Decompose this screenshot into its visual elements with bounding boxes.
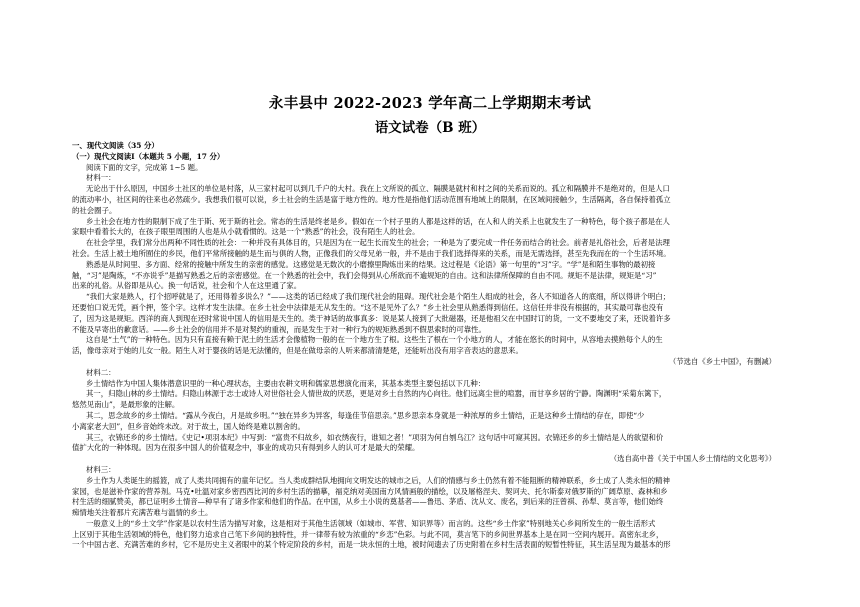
text-line: 家眼中看着长大的，在孩子眼里周围的人也是从小就看惯的。这是一个“熟悉”的社会，没有陌生人的社会。	[72, 227, 420, 237]
text-line: （一）现代文阅读Ⅰ（本题共 5 小题，17 分）	[72, 151, 225, 161]
text-line: 在社会学里，我们常分出两种不同性质的社会：一种并没有具体目的，只是因为在一起生长而发生的社会；一种是为了要完成一件任务而结合的社会。前者是礼俗社会，后者是法理	[86, 238, 670, 248]
text-line: 材料一：	[86, 173, 116, 183]
text-line: 不能及早寄出的歉意话。——乡土社会的信用并不是对契约的重视，而是发生于对一种行为的规矩熟悉到不假思索时的可靠性。	[72, 324, 486, 334]
text-line: 这自是“土气”的一种特色。因为只有直接有赖于泥土的生活才会像植物一般的在一个地方生了根。这些生了根在一个小地方的人，才能在悠长的时间中，从容地去摸熟每个人的生	[86, 335, 663, 345]
text-line: 熟悉是从时间里、多方面、经常的接触中所发生的亲密的感觉。这感觉是无数次的小磨擦里陶炼出来的结果。这过程是《论语》第一句里的“习”字。“学”是和陌生事物的最初接	[86, 259, 656, 269]
text-line: （节选自《乡土中国》，有删减）	[668, 356, 776, 366]
text-line: 小离家老大回”，但乡音始终未改。对于故土，国人始终是难以割舍的。	[72, 421, 305, 431]
exam-title: 永丰县中 2022-2023 学年高二上学期期末考试	[268, 95, 592, 112]
text-line: 还要怕口说无凭，画个押，签个字。这样才发生法律。在乡土社会中法律是无从发生的。“这不是见外了么？”乡土社会里从熟悉得到信任。这信任并非没有根据的，其实最可靠也没有	[72, 302, 664, 312]
text-line: 村生活的细腻赞美，都已证明乡土情音—种早有了诸多作家和他们的作品。在中国，从乡土小说的奠基者——鲁迅、茅盾、沈从文、废名，到后来的汪曾祺、孙犁、莫言等，他们始终	[72, 497, 664, 507]
exam-subtitle: 语文试卷（B 班）	[374, 120, 486, 136]
text-line: 阅读下面的文字，完成第 1~5 题。	[86, 162, 203, 172]
text-line: （选自高中普《关于中国人乡土情结的文化思考》）	[609, 454, 776, 464]
text-line: 的社会圈子。	[72, 205, 117, 215]
text-line: 一、现代文阅读（35 分）	[72, 141, 159, 150]
text-line: 家园，也是滋补作家的营养剂。马克•吐温对家乡密西西比河的乡村生活的描摹，福克纳对美国南方风情画般的描绘，以及屠格涅夫、契诃夫、托尔斯泰对俄罗斯的广阔草原、森林和乡	[72, 486, 668, 496]
text-line: 悠然见南山”，是最形象的注解。	[72, 400, 180, 410]
text-line: “我们大家是熟人，打个招呼就是了，还用得着多说么？”——这类的话已经成了我们现代社会的阻碍。现代社会是个陌生人组成的社会，各人不知道各人的底细，所以得讲个明白；	[86, 292, 671, 302]
text-line: 无论出于什么原因，中国乡土社区的单位是村落，从三家村起可以到几千户的大村。我在上文所说的孤立、隔膜是就村和村之间的关系而说的。孤立和隔膜并不是绝对的，但是人口	[86, 184, 670, 194]
text-line: 一个中国古老、充满苦难的乡村，它不是历史主义者眼中的某个特定阶段的乡村，而是一块永恒的土地，被时间遗去了历史附着在乡村生活表面的短暂性特征，其生活呈现为最基本的形	[72, 540, 671, 550]
text-line: 触，“习”是陶炼，“不亦说乎”是描写熟悉之后的亲密感觉。在一个熟悉的社会中，我们会得到从心所欲而不逾规矩的自由。这和法律所保障的自由不同。规矩不是法律，规矩是“习”	[72, 270, 657, 280]
text-line: 值扩大化的一种体现。因为在很多中国人的价值观念中，事业的成功只有得到乡人的认可才是最大的荣耀。	[72, 443, 420, 453]
text-line: 乡土作为人类诞生的摇篮，成了人类共同拥有的童年记忆。当人类成群结队地拥向文明发达的城市之后，人们的情感与乡土仍然有着不能阻断的精神联系，乡土成了人类永恒的精神	[86, 475, 670, 485]
text-line: 材料三：	[86, 464, 116, 474]
passage-body	[72, 141, 792, 551]
text-line: 的流动率小，社区间的往来也必然疏少。我想我们很可以说，乡土社会的生活是富于地方性的。地方性是指他们活动范围有地域上的限制，在区域间接触少，生活隔离，各自保持着孤立	[72, 194, 671, 204]
text-line: 活，像母亲对于她的儿女一般。陌生人对于婴孩的话是无法懂的，但是在做母亲的人听来都清清楚楚，还能听出没有用字音表达的意思来。	[72, 346, 523, 356]
text-line: 痴情地关注着那片充满苦难与温情的乡土。	[72, 508, 213, 518]
text-line: 乡土社会在地方性的限制下成了生于斯、死于斯的社会。常态的生活是终老是乡。假如在一个村子里的人都是这样的话，在人和人的关系上也就发生了一种特色，每个孩子都是在人	[86, 216, 670, 226]
text-line: 其二，思念故乡的乡土情结。“露从今夜白，月是故乡明。”“独在异乡为异客，每逢佳节倍思亲。”思乡思亲本身就是一种浓厚的乡土情结，正是这种乡土情结的存在，即使“少	[86, 410, 645, 420]
text-line: 社会。生活上被土地所囿住的乡民，他们平常所接触的是生而与俱的人物，正像我们的父母兄弟一般，并不是由于我们选择得来的关系，而是无需选择，甚至先我而在的一个生活环境。	[72, 248, 671, 258]
text-line: 材料二：	[86, 367, 116, 377]
text-line: 其一，归隐山林的乡土情结。归隐山林源于志士或诗人对世俗社会人情世故的厌恶，更是对乡土自然的内心向往。他们远离尘世的喧嚣，而甘享乡居的宁静。陶渊明“采菊东篱下，	[86, 389, 667, 399]
text-line: 其三，衣锦还乡的乡土情结。《史记•项羽本纪》中写到：“富贵不归故乡，如衣绣夜行，谁知之者！”项羽为何自刎乌江？这句话中可窥其因。衣锦还乡的乡土情结是人的欲望和价	[86, 432, 664, 442]
text-line: 上区别于其他生活领域的特色，他们努力追求自己笔下乡间的独特性，并一律带有较为浓重的“乡恋”色彩。与此不同，莫言笔下的乡间世界基本上是在同一空间内展开。高密东北乡，	[72, 529, 664, 539]
text-line: 出来的礼俗。从俗即是从心。换一句话说，社会和个人在这里通了家。	[72, 281, 302, 291]
text-line: 一般意义上的“乡土文学”作家是以农村生活为描写对象，这是相对于其他生活领域（如城市、军营、知识界等）而言的。这些“乡土作家”特别地关心乡间所发生的一般生活形式	[86, 518, 656, 528]
text-line: 乡土情结作为中国人集体潜意识里的一种心理状态，主要由农耕文明和儒家思想演化而来，其基本类型主要包括以下几种：	[86, 378, 486, 388]
text-line: 了，因为这是规矩。西洋的商人到现在还时常说中国人的信用是天生的。类于神话的故事真多：说是某人接到了大批磁器，还是他祖父在中国时订的货，一文不要地交了来，还说着许多	[72, 313, 671, 323]
